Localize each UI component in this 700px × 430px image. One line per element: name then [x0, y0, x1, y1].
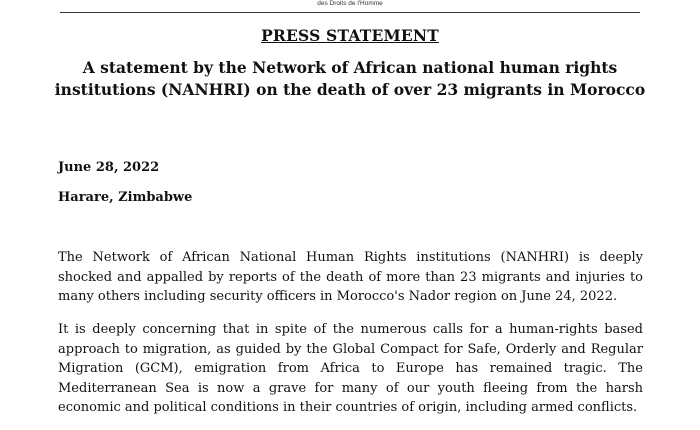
statement-location: Harare, Zimbabwe: [58, 190, 193, 205]
header-caption: des Droits de l'Homme: [317, 0, 383, 7]
press-statement-heading: PRESS STATEMENT: [261, 26, 439, 45]
header-divider: [60, 12, 640, 13]
document-title: A statement by the Network of African national human rights institutions (NANHRI) on the death of over 23 migrants in Morocco: [54, 58, 646, 99]
body-paragraph-2: It is deeply concerning that in spite of the numerous calls for a human-rights based approach to migration, as guided by the Global Compact for Safe, Orderly and Regular Migration (GCM), emigration from Africa to Europe has remained tragic. The Mediterranean Sea is now a grave for many of our youth fleeing from the harsh economic and political conditions in their countries of origin, including armed conflicts.: [58, 322, 643, 415]
body-paragraph-1: The Network of African National Human Rights institutions (NANHRI) is deeply shocked and appalled by reports of the death of more than 23 migrants and injuries to many others including security officers in Morocco's Nador region on June 24, 2022.: [58, 250, 643, 304]
statement-date: June 28, 2022: [58, 160, 160, 175]
